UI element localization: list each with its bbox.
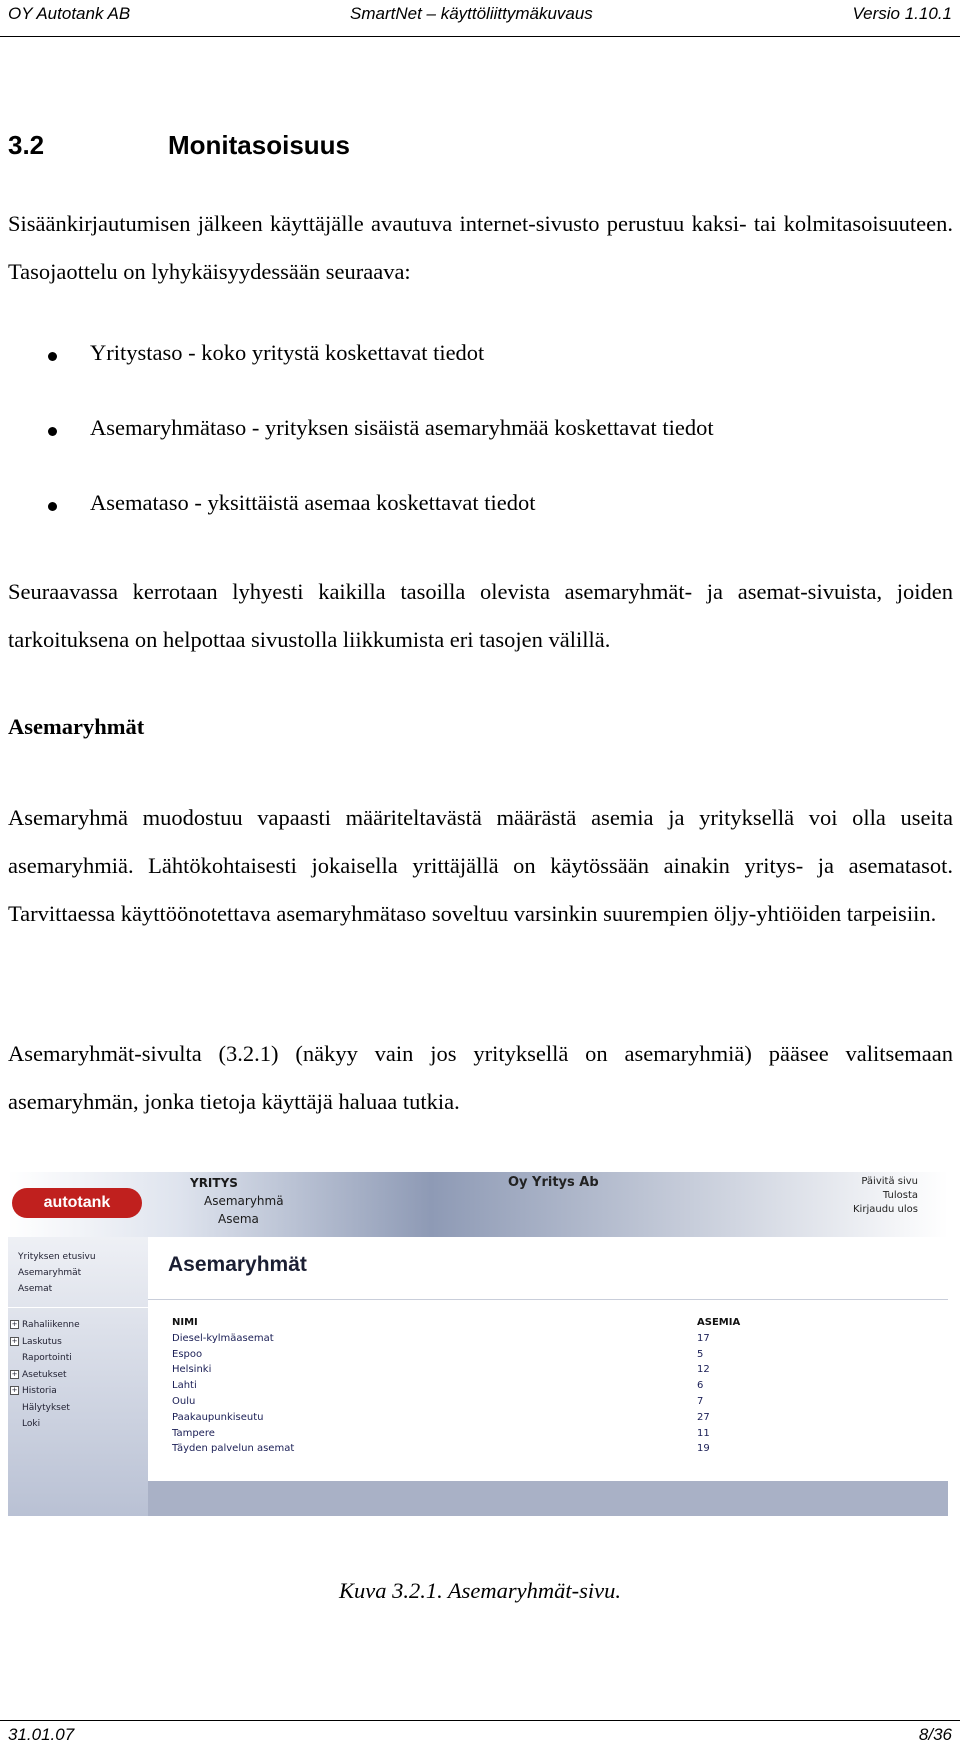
table-row[interactable]: Paakaupunkiseutu 27 — [172, 1411, 710, 1423]
sidebar-item-asemat[interactable]: Asemat — [18, 1284, 53, 1294]
sidebar-item-asemaryhmat[interactable]: Asemaryhmät — [18, 1268, 82, 1278]
footer-date: 31.01.07 — [8, 1725, 75, 1744]
station-group-table — [172, 1317, 772, 1459]
header-company: OY Autotank AB — [8, 4, 131, 23]
section-title: Monitasoisuus — [168, 130, 351, 160]
page-title: Asemaryhmät — [168, 1253, 307, 1276]
list-item: Asemataso - yksittäistä asemaa koskettavat tiedot — [8, 490, 714, 565]
crumb-asemaryhma[interactable]: Asemaryhmä — [204, 1194, 284, 1208]
table-row[interactable]: Oulu 7 — [172, 1395, 704, 1407]
sidebar-item-historia[interactable]: + Historia — [11, 1386, 57, 1396]
table-row[interactable]: Diesel-kylmäasemat 17 — [172, 1332, 710, 1344]
sidebar — [8, 1237, 148, 1516]
crumb-yritys[interactable]: YRITYS — [190, 1176, 238, 1190]
print-link[interactable]: Tulosta — [882, 1190, 918, 1201]
table-header-row — [172, 1317, 772, 1333]
list-item: Asemaryhmätaso - yrityksen sisäistä asemaryhmää koskettavat tiedot — [8, 415, 714, 490]
figure-caption: Kuva 3.2.1. Asemaryhmät-sivu. — [338, 1578, 622, 1603]
sidebar-item-rahaliikenne[interactable]: + Rahaliikenne — [11, 1320, 80, 1330]
footer-page-number: 8/36 — [918, 1725, 952, 1744]
main-content — [148, 1237, 948, 1481]
table-row[interactable]: Täyden palvelun asemat 19 — [172, 1443, 710, 1455]
subheading-asemaryhmat: Asemaryhmät — [8, 714, 145, 739]
autotank-logo: autotank — [12, 1188, 142, 1218]
asemaryhmat-screenshot — [8, 1172, 948, 1516]
sidebar-item-asetukset[interactable]: + Asetukset — [11, 1369, 67, 1380]
table-row[interactable]: Helsinki 12 — [172, 1364, 710, 1376]
level-list — [8, 340, 714, 565]
table-row[interactable]: Espoo 5 — [172, 1348, 704, 1360]
sidebar-item-halytykset[interactable]: Hälytykset — [22, 1402, 70, 1413]
sidebar-divider — [8, 1307, 148, 1308]
bullet-icon — [48, 352, 57, 361]
sidebar-item-laskutus[interactable]: + Laskutus — [11, 1336, 62, 1347]
list-item: Yritystaso - koko yritystä koskettavat tiedot — [8, 340, 714, 415]
refresh-link[interactable]: Päivitä sivu — [861, 1176, 918, 1187]
page-footer — [0, 1720, 960, 1748]
sidebar-item-raportointi[interactable]: Raportointi — [22, 1353, 72, 1363]
section-number: 3.2 — [8, 130, 45, 160]
sidebar-item-loki[interactable]: Loki — [22, 1419, 41, 1429]
screenshot-topbar — [8, 1172, 948, 1237]
expand-icon[interactable]: + — [11, 1386, 18, 1394]
expand-icon[interactable]: + — [11, 1336, 18, 1345]
company-name: Oy Yritys Ab — [508, 1175, 599, 1190]
sidebar-item-yrityksen-etusivu[interactable]: Yrityksen etusivu — [18, 1252, 96, 1262]
expand-icon[interactable]: + — [11, 1320, 18, 1328]
table-row[interactable]: Lahti 6 — [172, 1380, 704, 1392]
bullet-icon — [48, 502, 57, 511]
column-header-nimi: NIMI — [172, 1317, 198, 1328]
header-version: Versio 1.10.1 — [852, 4, 952, 23]
expand-icon[interactable]: + — [11, 1369, 18, 1378]
intro-paragraph: Sisäänkirjautumisen jälkeen käyttäjälle avautuva internet-sivusto perustuu kaksi- tai kolmitasoisuuteen. Tasojaottelu on lyhykäisyydessään seuraava: — [8, 211, 953, 284]
crumb-asema[interactable]: Asema — [218, 1212, 259, 1226]
column-header-asemia: ASEMIA — [697, 1317, 741, 1328]
sidebar-top-nav — [18, 1249, 96, 1297]
paragraph-4: Asemaryhmät-sivulta (3.2.1) (näkyy vain jos yrityksellä on asemaryhmiä) pääsee valitsemaan asemaryhmän, jonka tietoja käyttäjä haluaa tutkia. — [8, 1041, 953, 1114]
logout-link[interactable]: Kirjaudu ulos — [853, 1204, 918, 1215]
paragraph-3: Asemaryhmä muodostuu vapaasti määriteltavästä määrästä asemia ja yrityksellä voi olla useita asemaryhmiä. Lähtökohtaisesti jokaisella yrittäjällä on käytössään ainakin yritys- ja asematasot. Tarvittaessa käyttöönotettava asemaryhmätaso soveltuu varsinkin suurempien öljy-yhtiöiden tarpeisiin. — [8, 805, 953, 926]
bullet-icon — [48, 427, 57, 436]
page-header — [0, 0, 960, 37]
table-row[interactable]: Tampere 11 — [172, 1427, 710, 1439]
title-divider — [148, 1299, 948, 1300]
header-document-title: SmartNet – käyttöliittymäkuvaus — [350, 4, 593, 23]
top-right-links — [838, 1175, 918, 1217]
sidebar-bottom-nav — [10, 1317, 80, 1433]
section-heading — [8, 130, 350, 161]
paragraph-2: Seuraavassa kerrotaan lyhyesti kaikilla tasoilla olevista asemaryhmät- ja asemat-sivuista, joiden tarkoituksena on helpottaa sivustolla liikkumista eri tasojen välillä. — [8, 579, 953, 652]
